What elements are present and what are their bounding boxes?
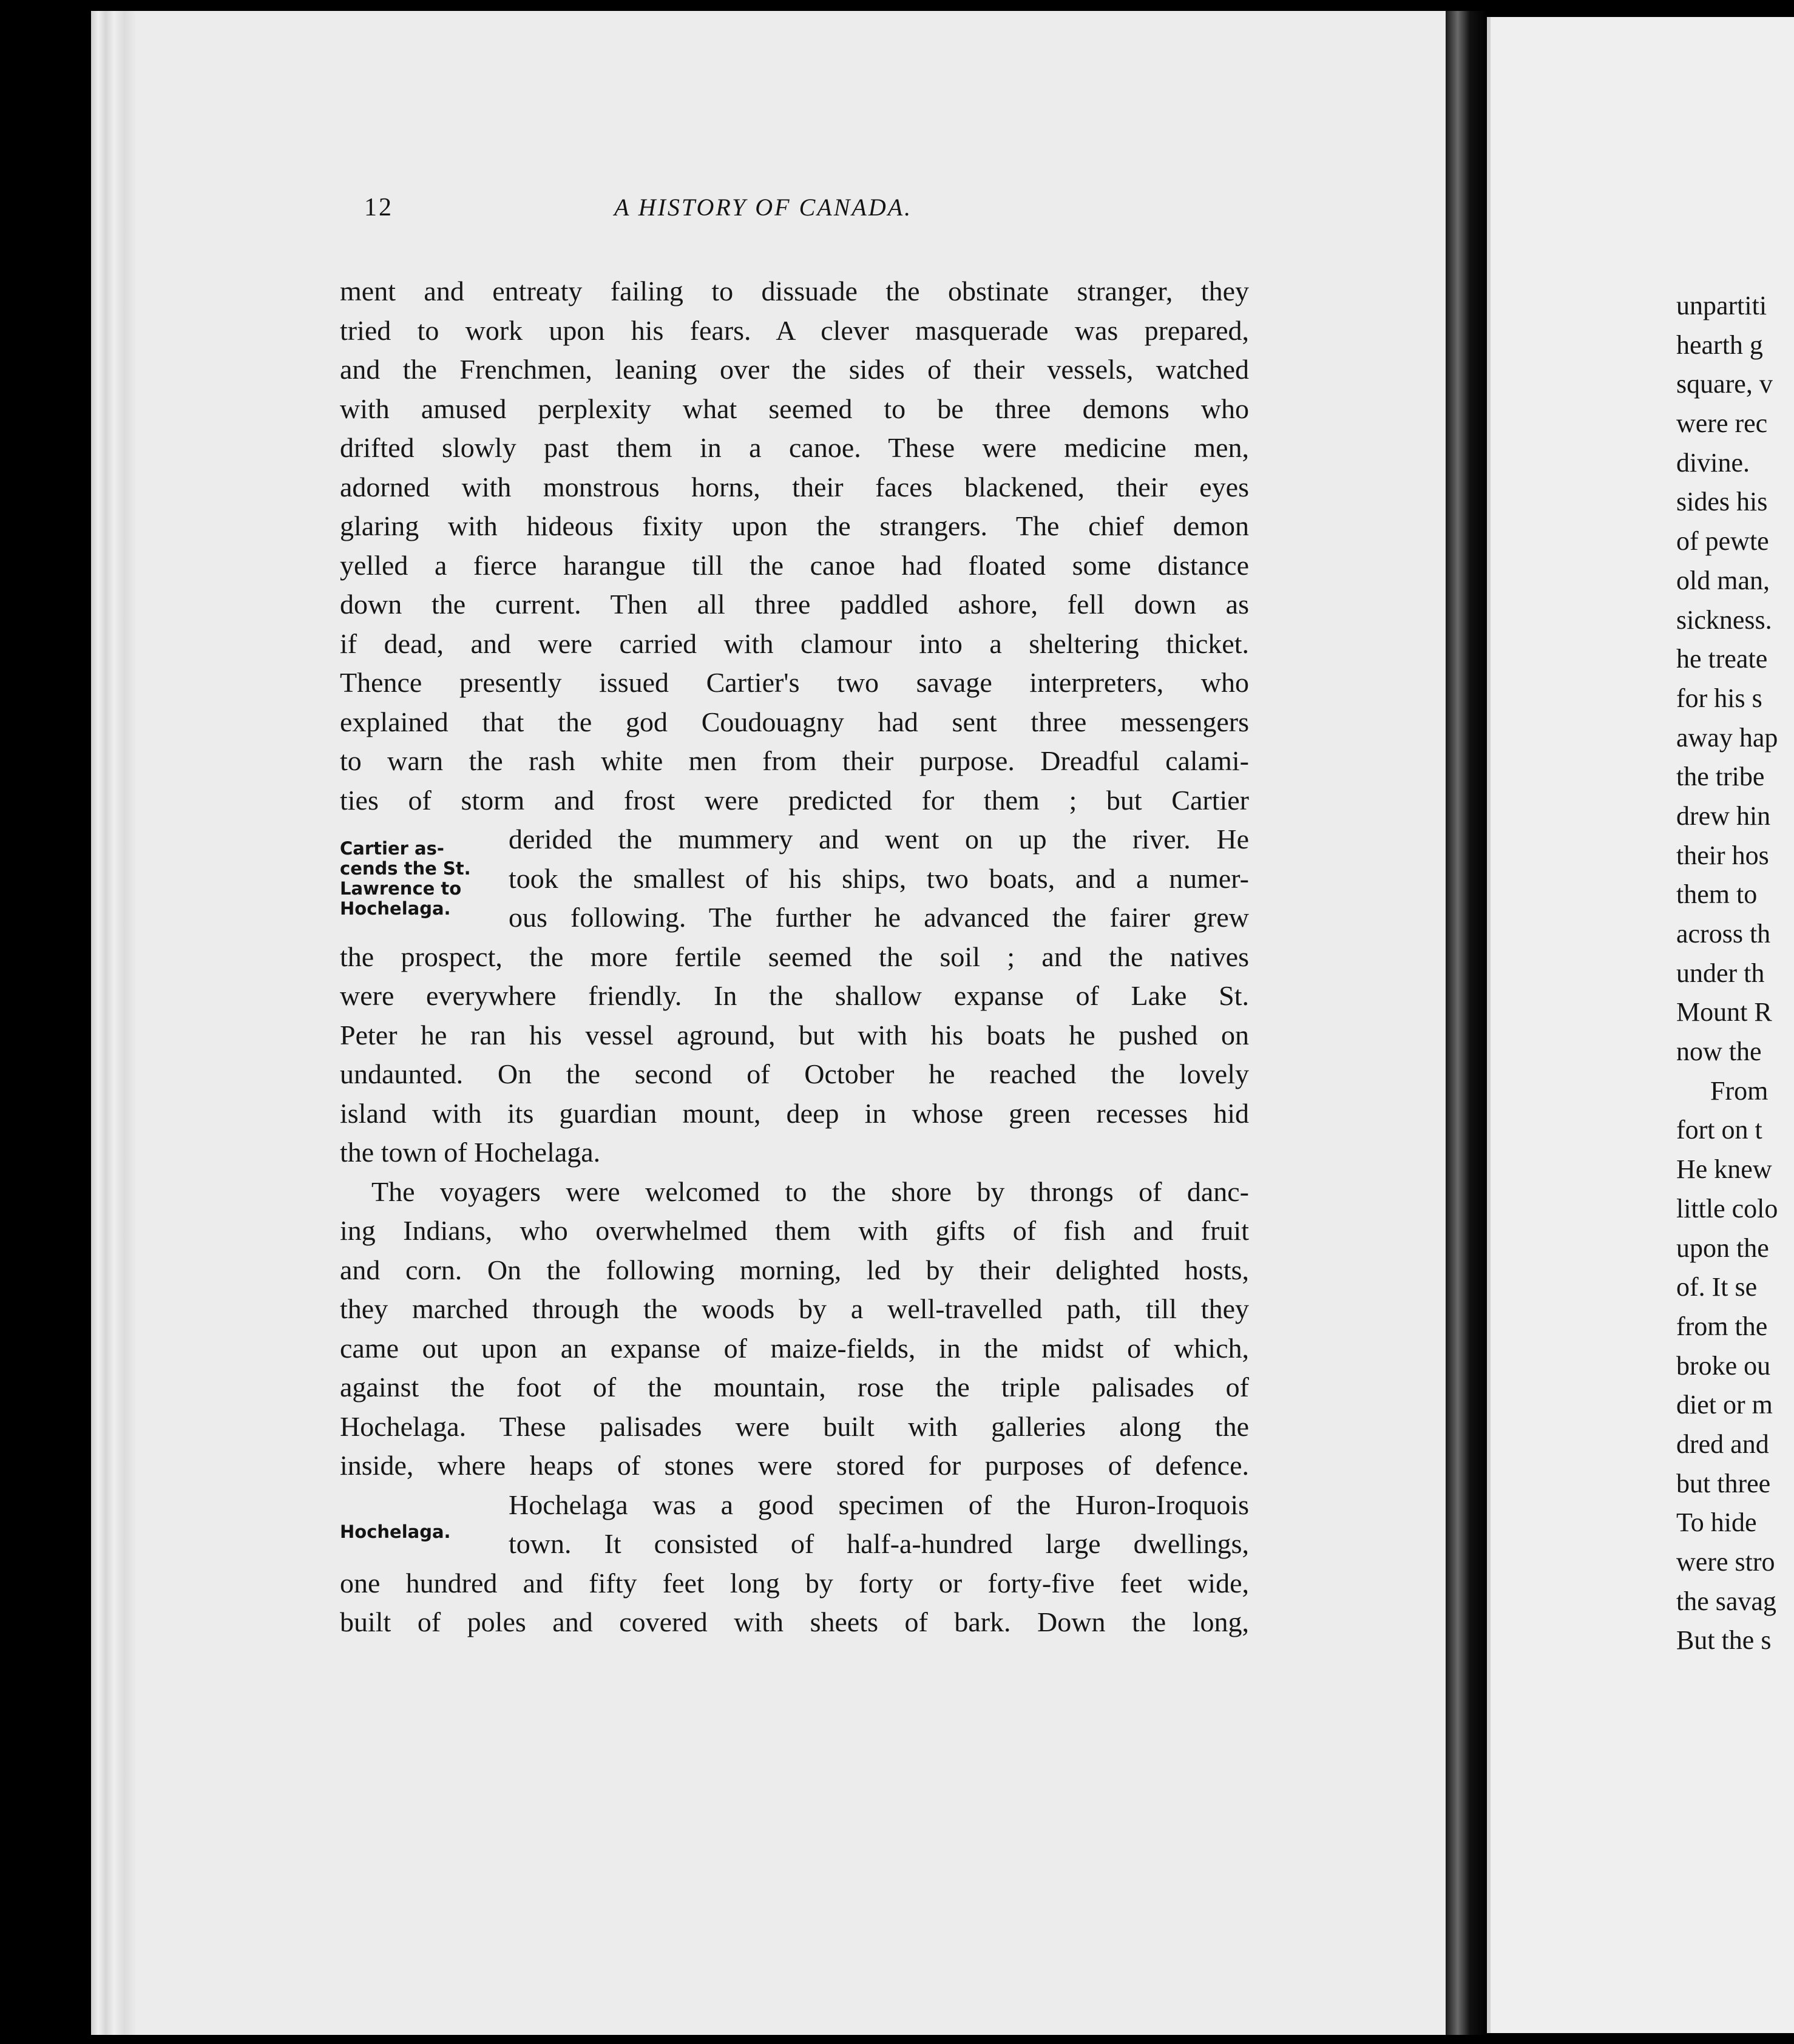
text-line: ous following. The further he advanced the fairer grew: [509, 902, 1249, 933]
text-line: the prospect, the more fertile seemed the soil ; and the natives: [340, 941, 1249, 972]
text-line: Thence presently issued Cartier's two savage interpreters, who: [340, 667, 1249, 698]
text-line: under th: [1676, 958, 1765, 988]
text-line: down the current. Then all three paddled ashore, fell down as: [340, 589, 1249, 620]
text-line: took the smallest of his ships, two boats, and a numer-: [509, 862, 1249, 894]
text-line: for his s: [1676, 683, 1762, 713]
text-line: Mount R: [1676, 997, 1772, 1027]
text-line: explained that the god Coudouagny had sent three messengers: [340, 706, 1249, 737]
text-line: of. It se: [1676, 1272, 1758, 1302]
text-line: Hochelaga was a good specimen of the Huron-Iroquois: [509, 1489, 1249, 1520]
text-line: ing Indians, who overwhelmed them with gifts of fish and fruit: [340, 1215, 1249, 1246]
page-header: [364, 193, 1262, 242]
text-line: divine.: [1676, 447, 1750, 478]
text-line: were rec: [1676, 408, 1768, 439]
book-gutter: [1446, 11, 1487, 2035]
sidenote-line: cends the St.: [340, 858, 471, 879]
text-line: The voyagers were welcomed to the shore by throngs of danc-: [371, 1176, 1249, 1207]
right-body-text: [1676, 286, 1794, 1660]
text-line: old man,: [1676, 565, 1770, 595]
text-line: glaring with hideous fixity upon the strangers. The chief demon: [340, 510, 1249, 541]
sidenote-line: Lawrence to: [340, 878, 462, 899]
text-line: tried to work upon his fears. A clever masquerade was prepared,: [340, 314, 1249, 346]
text-line: the town of Hochelaga.: [340, 1137, 601, 1168]
text-line: to warn the rash white men from their purpose. Dreadful calami-: [340, 745, 1249, 776]
text-line: unpartiti: [1676, 291, 1767, 320]
text-line: town. It consisted of half-a-hundred large dwellings,: [509, 1528, 1249, 1559]
text-line: if dead, and were carried with clamour into a sheltering thicket.: [340, 628, 1249, 659]
text-line: across th: [1676, 919, 1771, 949]
text-line: he treate: [1676, 644, 1768, 674]
text-line: of pewte: [1676, 526, 1769, 557]
text-line: but three: [1676, 1468, 1771, 1498]
text-line: and corn. On the following morning, led by their delighted hosts,: [340, 1254, 1249, 1285]
text-line: ment and entreaty failing to dissuade the obstinate stranger, they: [340, 276, 1249, 306]
text-line: To hide: [1676, 1508, 1757, 1538]
left-body-text: [340, 272, 1249, 1642]
sidenote-cartier-ascends: [340, 839, 486, 919]
text-line: island with its guardian mount, deep in whose green recesses hid: [340, 1097, 1249, 1129]
text-line: sides his: [1676, 487, 1768, 517]
text-line: ties of storm and frost were predicted for them ; but Cartier: [340, 784, 1249, 816]
text-line: sickness.: [1676, 604, 1772, 635]
text-line: Hochelaga. These palisades were built with galleries along the: [340, 1410, 1249, 1442]
text-line: hearth g: [1676, 330, 1763, 360]
text-line: little colo: [1676, 1193, 1778, 1223]
text-line: and the Frenchmen, leaning over the sides of their vessels, watched: [340, 354, 1249, 385]
text-line: dred and: [1676, 1429, 1769, 1459]
text-line: square, v: [1676, 369, 1773, 399]
text-line: From: [1710, 1075, 1769, 1106]
page-edges: [91, 11, 152, 2035]
text-line: with amused perplexity what seemed to be three demons who: [340, 393, 1249, 424]
text-line: adorned with monstrous horns, their faces blackened, their eyes: [340, 471, 1249, 503]
text-line: they marched through the woods by a well-travelled path, till they: [340, 1293, 1249, 1324]
text-line: one hundred and fifty feet long by forty or forty-five feet wide,: [340, 1567, 1249, 1599]
sidenote-line: Cartier as-: [340, 838, 444, 859]
text-line: But the s: [1676, 1625, 1772, 1656]
text-line: diet or m: [1676, 1390, 1773, 1420]
text-line: derided the mummery and went on up the river. He: [509, 824, 1249, 854]
text-line: broke ou: [1676, 1350, 1771, 1381]
text-line: their hos: [1676, 840, 1769, 870]
text-line: built of poles and covered with sheets of bark. Down the long,: [340, 1606, 1249, 1637]
text-line: undaunted. On the second of October he reached the lovely: [340, 1058, 1249, 1089]
text-line: drifted slowly past them in a canoe. These were medicine men,: [340, 432, 1249, 463]
sidenote-line: Hochelaga.: [340, 898, 451, 919]
text-line: them to: [1676, 879, 1758, 910]
sidenote-hochelaga: Hochelaga.: [340, 1521, 451, 1542]
text-line: from the: [1676, 1311, 1768, 1341]
text-line: He knew: [1676, 1154, 1772, 1185]
text-line: were stro: [1676, 1547, 1775, 1577]
text-line: drew hin: [1676, 800, 1771, 831]
text-line: came out upon an expanse of maize-fields, in the midst of which,: [340, 1332, 1249, 1364]
text-line: the savag: [1676, 1586, 1776, 1616]
text-line: away hap: [1676, 722, 1778, 753]
running-title: A HISTORY OF CANADA.: [614, 194, 913, 221]
text-line: yelled a fierce harangue till the canoe had floated some distance: [340, 549, 1249, 581]
text-line: upon the: [1676, 1233, 1769, 1263]
text-line: against the foot of the mountain, rose the triple palisades of: [340, 1372, 1249, 1403]
text-line: were everywhere friendly. In the shallow expanse of Lake St.: [340, 980, 1249, 1011]
text-line: fort on t: [1676, 1115, 1762, 1145]
text-line: the tribe: [1676, 762, 1765, 792]
text-line: Peter he ran his vessel aground, but with his boats he pushed on: [340, 1019, 1249, 1051]
text-line: now the: [1676, 1037, 1762, 1067]
page-number: 12: [364, 194, 393, 222]
text-line: inside, where heaps of stones were stored for purposes of defence.: [340, 1450, 1249, 1481]
